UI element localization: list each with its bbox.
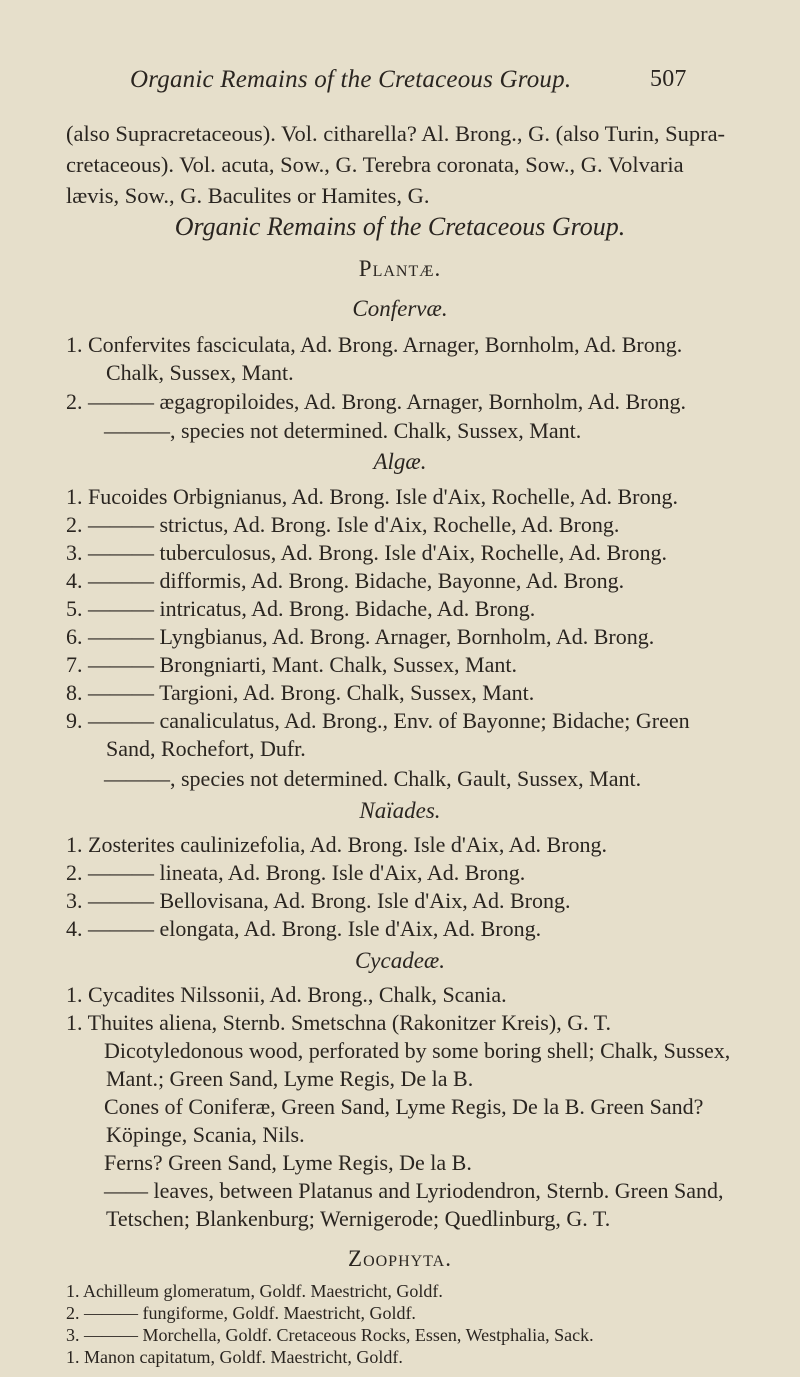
intro-paragraph (66, 118, 766, 211)
intro-line: (also Supracretaceous). Vol. citharella? Al. Brong., G. (also Turin, Supra- (66, 121, 726, 146)
cycadeae-heading: Cycadeæ. (354, 948, 446, 973)
intro-line: cretaceous). Vol. acuta, Sow., G. Terebra coronata, Sow., G. Volvaria (66, 152, 684, 177)
list-item: 2. ——— strictus, Ad. Brong. Isle d'Aix, Rochelle, Ad. Brong. (66, 512, 620, 537)
plantae-heading: Plantæ. (358, 256, 442, 281)
list-item: 5. ——— intricatus, Ad. Brong. Bidache, Ad. Brong. (66, 596, 536, 621)
list-item: 7. ——— Brongniarti, Mant. Chalk, Sussex, Mant. (66, 652, 517, 677)
list-item: 4. ——— elongata, Ad. Brong. Isle d'Aix, Ad. Brong. (66, 916, 542, 941)
list-item: 1. Confervites fasciculata, Ad. Brong. Arnager, Bornholm, Ad. Brong. (66, 332, 683, 357)
running-header (130, 66, 730, 94)
list-item-continuation: Tetschen; Blankenburg; Wernigerode; Quedlinburg, G. T. (106, 1206, 611, 1231)
list-item: 3. ——— tuberculosus, Ad. Brong. Isle d'Aix, Rochelle, Ad. Brong. (66, 540, 667, 565)
list-item: 8. ——— Targioni, Ad. Brong. Chalk, Sussex, Mant. (66, 680, 535, 705)
list-item: ———, species not determined. Chalk, Gault, Sussex, Mant. (104, 766, 642, 791)
list-item: 2. ——— lineata, Ad. Brong. Isle d'Aix, Ad. Brong. (66, 860, 526, 885)
intro-line: lævis, Sow., G. Baculites or Hamites, G. (66, 183, 430, 208)
zoophyta-heading: Zoophyta. (348, 1246, 452, 1271)
list-item: 2. ——— fungiforme, Goldf. Maestricht, Goldf. (66, 1303, 416, 1323)
list-item-continuation: Mant.; Green Sand, Lyme Regis, De la B. (106, 1066, 474, 1091)
section-title: Organic Remains of the Cretaceous Group. (174, 212, 626, 241)
list-item-continuation: Köpinge, Scania, Nils. (106, 1122, 305, 1147)
list-item: 4. ——— difformis, Ad. Brong. Bidache, Bayonne, Ad. Brong. (66, 568, 625, 593)
list-item: 1. Manon capitatum, Goldf. Maestricht, Goldf. (66, 1347, 403, 1367)
list-item: 1. Cycadites Nilssonii, Ad. Brong., Chalk, Scania. (66, 982, 507, 1007)
page-number: 507 (650, 66, 687, 92)
list-item-continuation: Chalk, Sussex, Mant. (106, 360, 294, 385)
list-item: 1. Achilleum glomeratum, Goldf. Maestricht, Goldf. (66, 1281, 443, 1301)
list-item: ———, species not determined. Chalk, Sussex, Mant. (104, 418, 582, 443)
running-title: Organic Remains of the Cretaceous Group. (130, 66, 572, 93)
list-item: Ferns? Green Sand, Lyme Regis, De la B. (104, 1150, 472, 1175)
list-item: 9. ——— canaliculatus, Ad. Brong., Env. of Bayonne; Bidache; Green (66, 708, 690, 733)
list-item: Cones of Coniferæ, Green Sand, Lyme Regis, De la B. Green Sand? (104, 1094, 704, 1119)
list-item: —— leaves, between Platanus and Lyriodendron, Sternb. Green Sand, (104, 1178, 724, 1203)
confervae-heading: Confervæ. (352, 296, 448, 321)
list-item: 3. ——— Bellovisana, Ad. Brong. Isle d'Aix, Ad. Brong. (66, 888, 571, 913)
list-item: 2. ——— ægagropiloides, Ad. Brong. Arnager, Bornholm, Ad. Brong. (66, 389, 686, 414)
list-item: 6. ——— Lyngbianus, Ad. Brong. Arnager, Bornholm, Ad. Brong. (66, 624, 655, 649)
list-item: 1. Thuites aliena, Sternb. Smetschna (Rakonitzer Kreis), G. T. (66, 1010, 611, 1035)
algae-heading: Algæ. (373, 449, 427, 474)
list-item: 3. ——— Morchella, Goldf. Cretaceous Rocks, Essen, Westphalia, Sack. (66, 1325, 594, 1345)
naiades-heading: Naïades. (359, 798, 441, 823)
list-item-continuation: Sand, Rochefort, Dufr. (106, 736, 306, 761)
list-item: 1. Fucoides Orbignianus, Ad. Brong. Isle d'Aix, Rochelle, Ad. Brong. (66, 484, 678, 509)
list-item: 1. Zosterites caulinizefolia, Ad. Brong. Isle d'Aix, Ad. Brong. (66, 832, 608, 857)
list-item: Dicotyledonous wood, perforated by some boring shell; Chalk, Sussex, (104, 1038, 731, 1063)
